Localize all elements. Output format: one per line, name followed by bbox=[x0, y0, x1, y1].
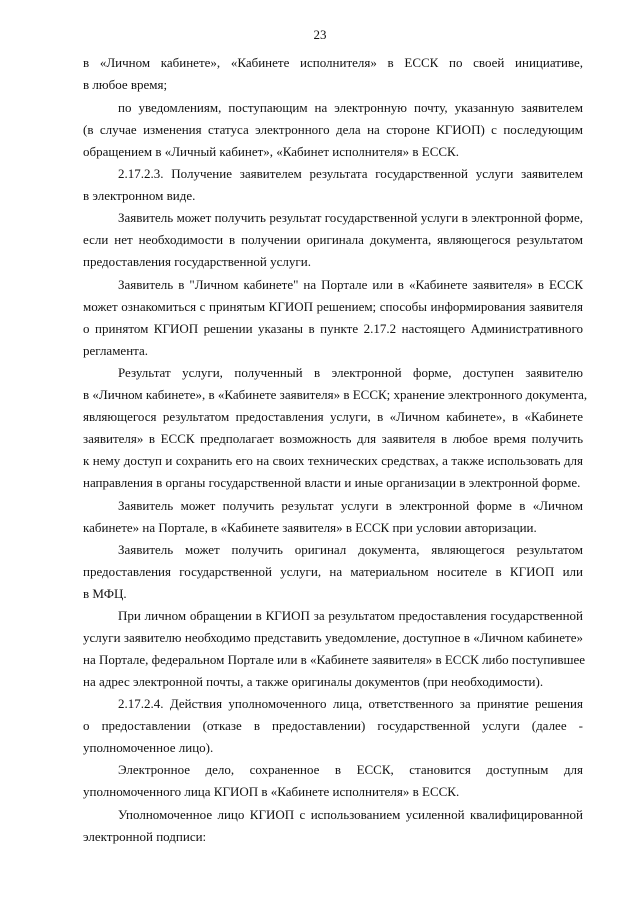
text-line: о принятом КГИОП решении указаны в пункте 2.17.2 настоящего Административного bbox=[83, 321, 583, 336]
text-line: на Портале, федеральном Портале или в «Кабинете заявителя» в ЕССК либо поступившее bbox=[83, 652, 586, 667]
text-line: Заявитель может получить оригинал документа, являющегося результатом bbox=[118, 542, 583, 557]
page-number: 23 bbox=[313, 27, 327, 42]
text-line: направления в органы государственной власти и иные организации в электронной форме. bbox=[83, 475, 581, 490]
text-line: в любое время; bbox=[83, 77, 168, 92]
text-line: 2.17.2.4. Действия уполномоченного лица, ответственного за принятие решения bbox=[118, 696, 583, 711]
text-line: предоставления государственной услуги, на материальном носителе в КГИОП или bbox=[83, 564, 583, 579]
text-line: о предоставлении (отказе в предоставлении) государственной услуги (далее - bbox=[83, 718, 583, 733]
text-line: по уведомлениям, поступающим на электронную почту, указанную заявителем bbox=[118, 100, 583, 115]
text-line: заявителя» в ЕССК предполагает возможность для заявителя в любое время получить bbox=[83, 431, 583, 446]
text-line: Заявитель в "Личном кабинете" на Портале или в «Кабинете заявителя» в ЕССК bbox=[118, 277, 583, 292]
text-line: 2.17.2.3. Получение заявителем результата государственной услуги заявителем bbox=[118, 166, 583, 181]
text-line: обращением в «Личный кабинет», «Кабинет исполнителя» в ЕССК. bbox=[83, 144, 459, 159]
text-line: Электронное дело, сохраненное в ЕССК, становится доступным для bbox=[118, 762, 583, 777]
text-line: Заявитель может получить результат государственной услуги в электронной форме, bbox=[118, 210, 583, 225]
text-line: услуги заявителю необходимо представить уведомление, доступное в «Личном кабинете» bbox=[83, 630, 583, 645]
text-line: если нет необходимости в получении оригинала документа, являющегося результатом bbox=[83, 232, 583, 247]
text-line: кабинете» на Портале, в «Кабинете заявителя» в ЕССК при условии авторизации. bbox=[83, 520, 537, 535]
text-line: уполномоченного лица КГИОП в «Кабинете исполнителя» в ЕССК. bbox=[83, 784, 460, 799]
text-line: в электронном виде. bbox=[83, 188, 196, 203]
text-line: предоставления государственной услуги. bbox=[83, 254, 311, 269]
text-line: в МФЦ. bbox=[83, 586, 127, 601]
text-line: Результат услуги, полученный в электронной форме, доступен заявителю bbox=[118, 365, 583, 380]
text-line: на адрес электронной почты, а также оригиналы документов (при необходимости). bbox=[83, 674, 544, 689]
text-line: (в случае изменения статуса электронного дела на стороне КГИОП) с последующим bbox=[83, 122, 583, 137]
text-line: может ознакомиться с принятым КГИОП решением; способы информирования заявителя bbox=[83, 299, 583, 314]
text-line: в «Личном кабинете», в «Кабинете заявителя» в ЕССК; хранение электронного документа, bbox=[83, 387, 588, 402]
text-line: регламента. bbox=[83, 343, 149, 358]
text-line: в «Личном кабинете», «Кабинете исполнителя» в ЕССК по своей инициативе, bbox=[83, 55, 583, 70]
text-line: Заявитель может получить результат услуги в электронной форме в «Личном bbox=[118, 498, 583, 513]
text-line: к нему доступ и сохранить его на своих технических средствах, а также использовать для bbox=[83, 453, 583, 468]
text-line: являющегося результатом предоставления услуги, в «Личном кабинете», в «Кабинете bbox=[83, 409, 583, 424]
text-line: При личном обращении в КГИОП за результатом предоставления государственной bbox=[118, 608, 583, 623]
text-line: уполномоченное лицо). bbox=[83, 740, 214, 755]
text-line: электронной подписи: bbox=[83, 829, 207, 844]
text-line: Уполномоченное лицо КГИОП с использованием усиленной квалифицированной bbox=[118, 807, 583, 822]
